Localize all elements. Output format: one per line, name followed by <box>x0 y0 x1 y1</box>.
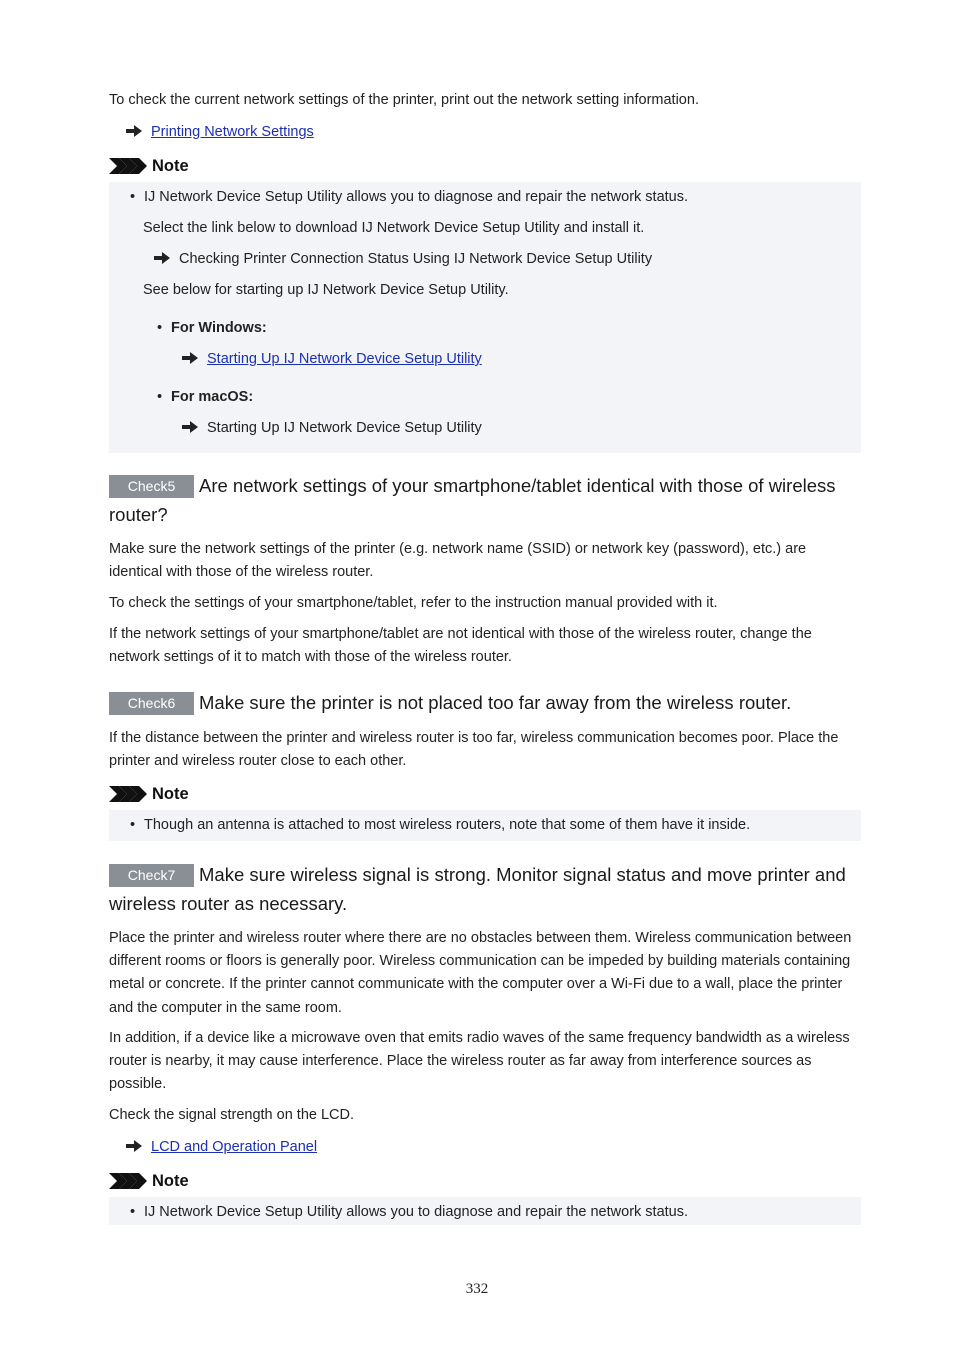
arrow-right-icon <box>182 352 198 364</box>
check7-title: Make sure wireless signal is strong. Monitor signal status and move printer and wireless router as necessary. <box>109 864 846 914</box>
note-heading <box>109 785 189 805</box>
note-heading-label: Note <box>152 157 189 175</box>
checking-status-ref <box>154 250 652 268</box>
starting-up-utility-link[interactable]: Starting Up IJ Network Device Setup Utility <box>207 351 482 367</box>
macos-label: For macOS: <box>171 389 254 405</box>
check5-title: Are network settings of your smartphone/tablet identical with those of wireless router? <box>109 475 836 525</box>
note-heading <box>109 157 189 177</box>
note-bullet-text: IJ Network Device Setup Utility allows you to diagnose and repair the network status. <box>144 1204 689 1220</box>
page-number: 332 <box>465 1281 489 1297</box>
windows-label: For Windows: <box>171 320 267 336</box>
check5-paragraph: If the network settings of your smartphone/tablet are not identical with those of the wireless router, change the network settings of it to match with those of the wireless router. <box>109 626 812 666</box>
lcd-link-row <box>126 1138 317 1156</box>
printing-network-settings-link[interactable]: Printing Network Settings <box>151 124 314 140</box>
macos-item: • For macOS: <box>157 389 254 405</box>
arrow-right-icon <box>182 421 198 433</box>
check6-paragraph: If the distance between the printer and wireless router is too far, wireless communication becomes poor. Place the printer and wireless router close to each other. <box>109 730 839 770</box>
checking-status-text: Checking Printer Connection Status Using IJ Network Device Setup Utility <box>179 251 653 267</box>
note-bullet-text: Though an antenna is attached to most wireless routers, note that some of them have it inside. <box>144 817 751 833</box>
macos-ref-text: Starting Up IJ Network Device Setup Utility <box>207 420 482 436</box>
check5-paragraph: Make sure the network settings of the printer (e.g. network name (SSID) or network key (password), etc.) are identical with those of the wireless router. <box>109 541 807 581</box>
check7-badge: Check7 <box>109 864 194 887</box>
note-bullet-item: • IJ Network Device Setup Utility allows you to diagnose and repair the network status. <box>130 1204 689 1220</box>
check7-paragraph: Check the signal strength on the LCD. <box>109 1107 355 1123</box>
note-bullet-item: • IJ Network Device Setup Utility allows you to diagnose and repair the network status. <box>130 189 689 205</box>
windows-item: • For Windows: <box>157 320 267 336</box>
note-line: See below for starting up IJ Network Device Setup Utility. <box>143 282 509 298</box>
arrow-right-icon <box>154 252 170 264</box>
arrow-right-icon <box>126 125 142 137</box>
lcd-operation-panel-link[interactable]: LCD and Operation Panel <box>151 1139 318 1155</box>
check6-title: Make sure the printer is not placed too far away from the wireless router. <box>199 692 792 713</box>
check6-badge: Check6 <box>109 692 194 715</box>
note-heading <box>109 1172 189 1192</box>
printing-network-settings-row <box>126 123 314 141</box>
arrow-right-icon <box>126 1140 142 1152</box>
check5-badge: Check5 <box>109 475 194 498</box>
note-chevrons-icon <box>109 786 147 802</box>
note-bullet-text: IJ Network Device Setup Utility allows you to diagnose and repair the network status. <box>144 189 689 205</box>
intro-text: To check the current network settings of the printer, print out the network setting information. <box>109 92 699 108</box>
note-bullet-item: • Though an antenna is attached to most wireless routers, note that some of them have it inside. <box>130 817 751 833</box>
note-heading-label: Note <box>152 785 189 803</box>
note-chevrons-icon <box>109 1173 147 1189</box>
note-line: Select the link below to download IJ Network Device Setup Utility and install it. <box>143 220 645 236</box>
check7-paragraph: In addition, if a device like a microwave oven that emits radio waves of the same frequency bandwidth as a wireless router is nearby, it may cause interference. Place the wireless router as far away from interference sources as possible. <box>109 1030 850 1093</box>
check7-paragraph: Place the printer and wireless router where there are no obstacles between them. Wireless communication between different rooms or floors is generally poor. Wireless communication can be impeded by building materials containing metal or concrete. If the printer cannot communicate with the computer over a Wi-Fi due to a wall, place the printer and the computer in the same room. <box>109 930 852 1016</box>
note-chevrons-icon <box>109 158 147 174</box>
note-heading-label: Note <box>152 1172 189 1190</box>
macos-ref-row <box>182 419 482 437</box>
windows-link-row <box>182 350 482 368</box>
check5-paragraph: To check the settings of your smartphone/tablet, refer to the instruction manual provided with it. <box>109 595 718 611</box>
